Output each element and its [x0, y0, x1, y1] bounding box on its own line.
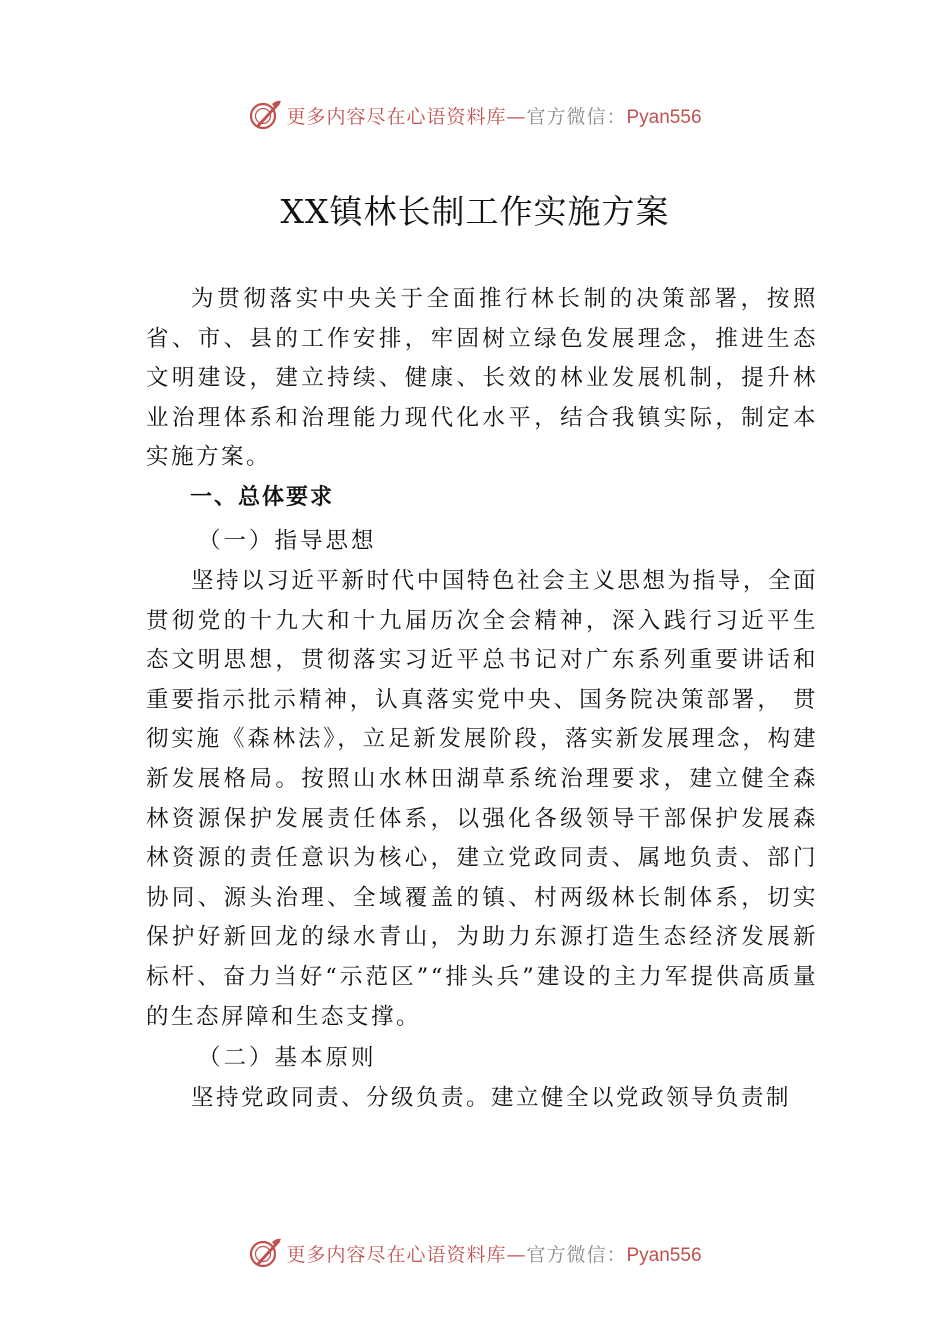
- quill-seal-icon: [248, 1236, 282, 1270]
- banner-wechat-id: Pyan556: [626, 106, 702, 128]
- banner-wechat-id: Pyan556: [626, 1244, 702, 1266]
- intro-paragraph: 为贯彻落实中央关于全面推行林长制的决策部署，按照省、市、县的工作安排，牢固树立绿色发展理念，推进生态文明建设，建立持续、健康、长效的林业发展机制，提升林业治理体系和治理能力现代化水平，结合我镇实际，制定本实施方案。: [146, 286, 818, 471]
- banner-main-text: 更多内容尽在心语资料库: [286, 105, 507, 128]
- banner-text: [286, 1240, 701, 1267]
- basic-principles-paragraph: 坚持党政同责、分级负责。建立健全以党政领导负责制: [191, 1085, 792, 1112]
- footer-banner: [0, 1233, 950, 1273]
- guiding-thought-paragraph: 坚持以习近平新时代中国特色社会主义思想为指导，全面贯彻党的十九大和十九届历次全会精神，深入践行习近平生态文明思想，贯彻落实习近平总书记对广东系列重要讲话和重要指示批示精神，认真落实党中央、国务院决策部署， 贯彻实施《森林法》，立足新发展阶段，落实新发展理念，构建新发展格局。按照山水林田湖草系统治理要求，建立健全森林资源保护发展责任体系，以强化各级领导干部保护发展森林资源的责任意识为核心，建立党政同责、属地负责、部门协同、源头治理、全域覆盖的镇、村两级林长制体系，切实保护好新回龙的绿水青山，为助力东源打造生态经济发展新标杆、奋力当好“示范区”“排头兵”建设的主力军提供高质量的生态屏障和生态支撑。: [146, 567, 818, 1030]
- banner-separator: —: [506, 1243, 527, 1266]
- document-body: [146, 280, 818, 1119]
- banner-wechat-label: 官方微信：: [526, 1243, 627, 1266]
- subsection-heading-1: （一）指导思想: [198, 527, 377, 554]
- banner-wechat-label: 官方微信：: [526, 105, 627, 128]
- document-title: XX镇林长制工作实施方案: [280, 192, 670, 231]
- section-heading-1: 一、总体要求: [190, 484, 335, 510]
- banner-separator: —: [506, 105, 527, 128]
- banner-main-text: 更多内容尽在心语资料库: [286, 1243, 507, 1266]
- header-banner: [0, 95, 950, 135]
- subsection-heading-2: （二）基本原则: [198, 1045, 377, 1072]
- quill-seal-icon: [248, 98, 282, 132]
- banner-text: [286, 102, 701, 129]
